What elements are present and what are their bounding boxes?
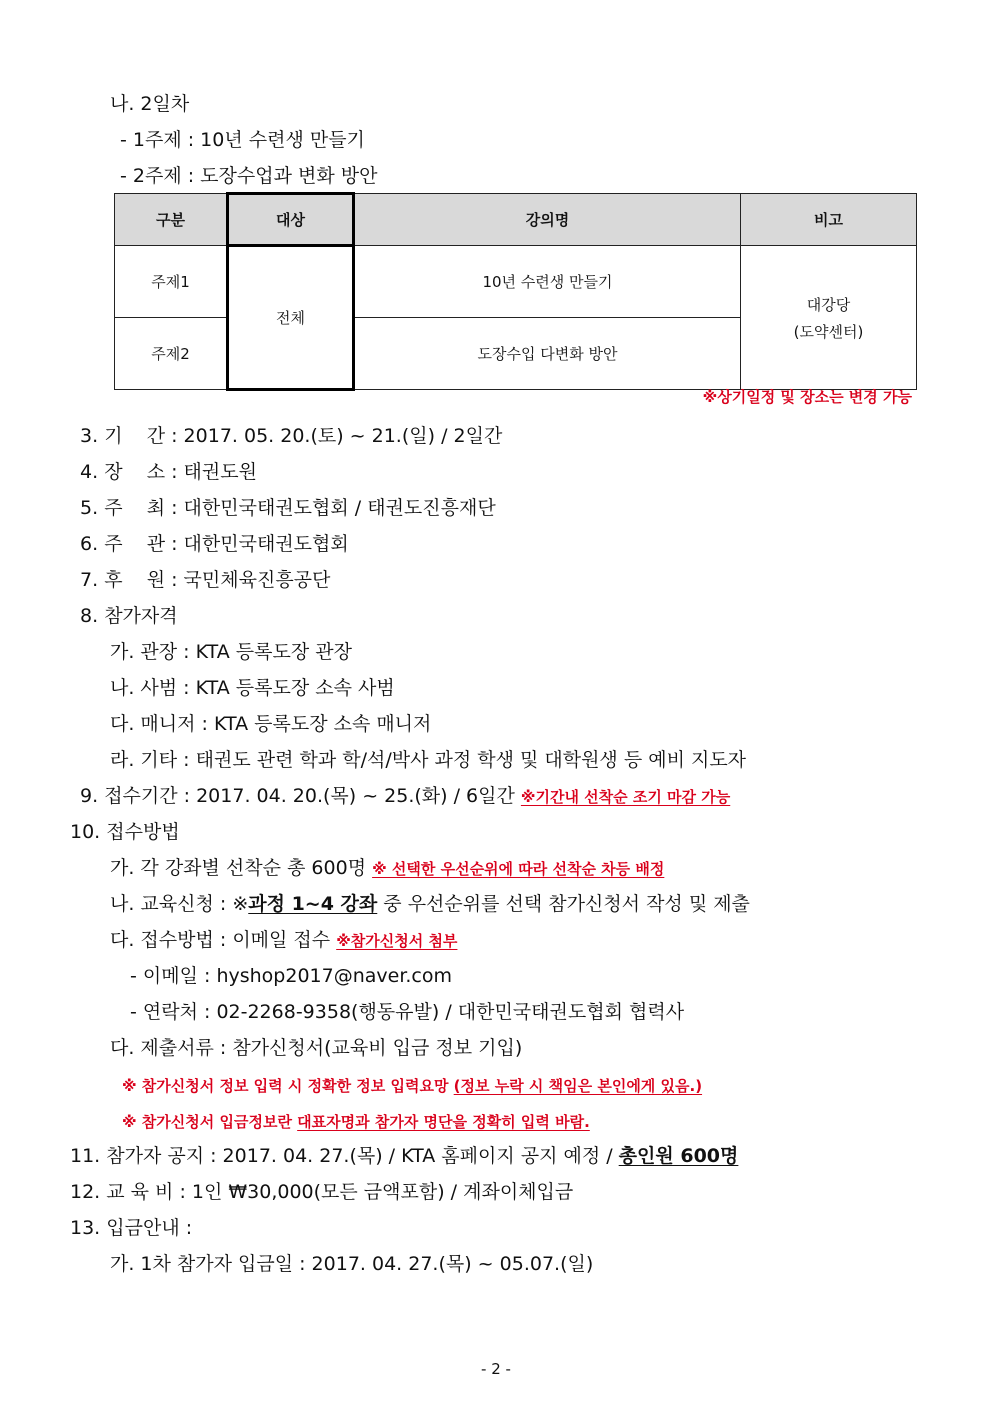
venue-line1: 대강당 <box>806 295 851 314</box>
venue-line2: (도약센터) <box>793 322 864 341</box>
warning-2: ※ 참가신청서 입금정보란 대표자명과 참가자 명단을 정확히 입력 바람. <box>122 1113 590 1131</box>
total-participants: 총인원 600명 <box>618 1145 739 1167</box>
item-7: 7. 후 원 : 국민체육진흥공단 <box>80 569 331 591</box>
item-11: 11. 참가자 공지 : 2017. 04. 27.(목) / KTA 홈페이지 공지 예정 / 총인원 600명 <box>70 1145 739 1167</box>
schedule-table <box>114 192 917 391</box>
row2-category: 주제2 <box>115 318 228 390</box>
item-8c: 다. 매니저 : KTA 등록도장 소속 매니저 <box>110 713 432 735</box>
page-number: - 2 - <box>481 1360 511 1378</box>
warning-1: ※ 참가신청서 정보 입력 시 정확한 정보 입력요망 (정보 누락 시 책임은 본인에게 있음.) <box>122 1077 703 1095</box>
item-10d: 다. 제출서류 : 참가신청서(교육비 입금 정보 기입) <box>110 1037 523 1059</box>
row2-lecture: 도장수입 다변화 방안 <box>354 318 741 390</box>
row1-lecture: 10년 수련생 만들기 <box>354 246 741 318</box>
item-10b: 나. 교육신청 : ※과정 1~4 강좌 중 우선순위를 선택 참가신청서 작성 및 제출 <box>110 893 750 915</box>
item-5: 5. 주 최 : 대한민국태권도협회 / 태권도진흥재단 <box>80 497 496 519</box>
header-remark: 비고 <box>741 194 917 246</box>
item-10c-email: - 이메일 : hyshop2017@naver.com <box>130 965 453 987</box>
item-9-note: ※기간내 선착순 조기 마감 가능 <box>520 788 731 806</box>
item-10c-note: ※참가신청서 첨부 <box>336 932 458 950</box>
row1-category: 주제1 <box>115 246 228 318</box>
item-10c: 다. 접수방법 : 이메일 접수 ※참가신청서 첨부 <box>110 929 458 951</box>
item-10c-contact: - 연락처 : 02-2268-9358(행동유발) / 대한민국태권도협회 협력사 <box>130 1001 685 1023</box>
target-cell: 전체 <box>228 246 354 390</box>
table-note: ※상기일정 및 장소는 변경 가능 <box>702 388 912 406</box>
item-13a: 가. 1차 참가자 입금일 : 2017. 04. 27.(목) ~ 05.07.(일) <box>110 1253 594 1275</box>
item-6: 6. 주 관 : 대한민국태권도협회 <box>80 533 349 555</box>
item-12: 12. 교 육 비 : 1인 ₩30,000(모든 금액포함) / 계좌이체입금 <box>70 1181 574 1203</box>
day2-topic2: - 2주제 : 도장수업과 변화 방안 <box>120 165 378 187</box>
item-13: 13. 입금안내 : <box>70 1217 193 1239</box>
header-category: 구분 <box>115 194 228 246</box>
item-8a: 가. 관장 : KTA 등록도장 관장 <box>110 641 352 663</box>
item-8: 8. 참가자격 <box>80 605 178 627</box>
item-9: 9. 접수기간 : 2017. 04. 20.(목) ~ 25.(화) / 6일간 ※기간내 선착순 조기 마감 가능 <box>80 785 731 807</box>
course-range: 과정 1~4 강좌 <box>248 893 378 915</box>
table-row <box>115 246 917 318</box>
header-lecture: 강의명 <box>354 194 741 246</box>
venue-cell <box>741 246 917 390</box>
day2-heading: 나. 2일차 <box>110 93 190 115</box>
day2-topic1: - 1주제 : 10년 수련생 만들기 <box>120 129 365 151</box>
item-10a: 가. 각 강좌별 선착순 총 600명 ※ 선택한 우선순위에 따라 선착순 차등 배정 <box>110 857 665 879</box>
item-8d: 라. 기타 : 태권도 관련 학과 학/석/박사 과정 학생 및 대학원생 등 예비 지도자 <box>110 749 747 771</box>
header-target: 대상 <box>228 194 354 246</box>
item-10a-note: ※ 선택한 우선순위에 따라 선착순 차등 배정 <box>372 860 665 878</box>
item-8b: 나. 사범 : KTA 등록도장 소속 사범 <box>110 677 395 699</box>
item-3: 3. 기 간 : 2017. 05. 20.(토) ~ 21.(일) / 2일간 <box>80 425 503 447</box>
item-10: 10. 접수방법 <box>70 821 180 843</box>
item-4: 4. 장 소 : 태권도원 <box>80 461 257 483</box>
